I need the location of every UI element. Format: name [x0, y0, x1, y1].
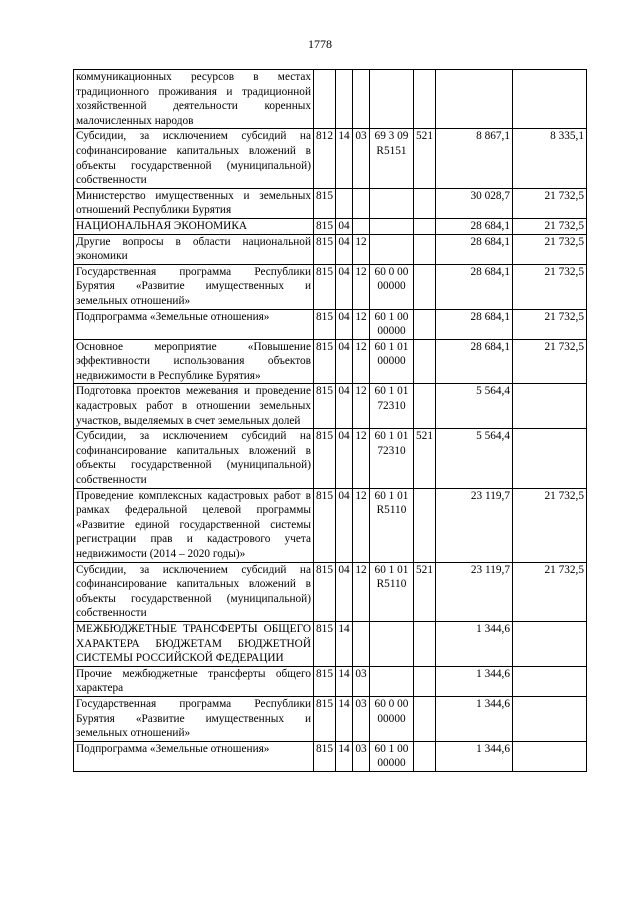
- subsection-code-cell: 12: [353, 384, 370, 429]
- table-row: [74, 234, 587, 264]
- amount-cell: 8 867,1: [436, 129, 513, 188]
- amount-cell: 1 344,6: [436, 666, 513, 696]
- section-code-cell: 04: [336, 309, 353, 339]
- ministry-code-cell: [314, 70, 336, 129]
- subsection-code-cell: [353, 70, 370, 129]
- subsection-code-cell: 03: [353, 666, 370, 696]
- amount-cell: 21 732,5: [513, 234, 587, 264]
- section-code-cell: 04: [336, 429, 353, 488]
- amount-cell: 5 564,4: [436, 429, 513, 488]
- ministry-code-cell: 815: [314, 218, 336, 234]
- expense-type-code-cell: [414, 264, 436, 309]
- target-article-code-cell: [370, 188, 414, 218]
- ministry-code-cell: 815: [314, 188, 336, 218]
- row-name-cell: Субсидии, за исключением субсидий на софинансирование капитальных вложений в объекты государственной (муниципальной) собственности: [74, 562, 314, 621]
- ministry-code-cell: 815: [314, 309, 336, 339]
- expense-type-code-cell: [414, 488, 436, 562]
- row-name-cell: Проведение комплексных кадастровых работ в рамках федеральной целевой программы «Развитие единой государственной системы регистрации прав и кадастрового учета недвижимости (2014 – 2020 годы)»: [74, 488, 314, 562]
- table-row: [74, 70, 587, 129]
- expense-type-code-cell: [414, 188, 436, 218]
- section-code-cell: 04: [336, 264, 353, 309]
- expense-type-code-cell: [414, 339, 436, 384]
- amount-cell: [436, 70, 513, 129]
- amount-cell: [513, 666, 587, 696]
- subsection-code-cell: 12: [353, 234, 370, 264]
- amount-cell: 21 732,5: [513, 488, 587, 562]
- subsection-code-cell: 12: [353, 309, 370, 339]
- target-article-code-cell: [370, 666, 414, 696]
- row-name-cell: Подпрограмма «Земельные отношения»: [74, 741, 314, 771]
- row-name-cell: коммуникационных ресурсов в местах традиционного проживания и традиционной хозяйственной деятельности коренных малочисленных народов: [74, 70, 314, 129]
- target-article-code-cell: [370, 621, 414, 666]
- expense-type-code-cell: [414, 384, 436, 429]
- amount-cell: 21 732,5: [513, 188, 587, 218]
- expense-type-code-cell: [414, 621, 436, 666]
- ministry-code-cell: 815: [314, 666, 336, 696]
- ministry-code-cell: 812: [314, 129, 336, 188]
- row-name-cell: Подпрограмма «Земельные отношения»: [74, 309, 314, 339]
- amount-cell: 23 119,7: [436, 562, 513, 621]
- target-article-code-cell: [370, 70, 414, 129]
- amount-cell: 28 684,1: [436, 339, 513, 384]
- amount-cell: 1 344,6: [436, 696, 513, 741]
- subsection-code-cell: 03: [353, 741, 370, 771]
- subsection-code-cell: 03: [353, 696, 370, 741]
- amount-cell: 21 732,5: [513, 339, 587, 384]
- target-article-code-cell: 60 1 01 72310: [370, 429, 414, 488]
- amount-cell: 1 344,6: [436, 621, 513, 666]
- section-code-cell: 14: [336, 621, 353, 666]
- target-article-code-cell: 60 1 01 R5110: [370, 488, 414, 562]
- amount-cell: 21 732,5: [513, 218, 587, 234]
- target-article-code-cell: 60 1 01 00000: [370, 339, 414, 384]
- table-row: [74, 562, 587, 621]
- ministry-code-cell: 815: [314, 741, 336, 771]
- amount-cell: [513, 696, 587, 741]
- row-name-cell: Основное мероприятие «Повышение эффективности использования объектов недвижимости в Республике Бурятия»: [74, 339, 314, 384]
- expense-type-code-cell: 521: [414, 429, 436, 488]
- amount-cell: 28 684,1: [436, 234, 513, 264]
- row-name-cell: Государственная программа Республики Бурятия «Развитие имущественных и земельных отношений»: [74, 696, 314, 741]
- expense-type-code-cell: [414, 70, 436, 129]
- ministry-code-cell: 815: [314, 562, 336, 621]
- row-name-cell: Подготовка проектов межевания и проведение кадастровых работ в отношении земельных участков, выделяемых в счет земельных долей: [74, 384, 314, 429]
- ministry-code-cell: 815: [314, 429, 336, 488]
- amount-cell: 30 028,7: [436, 188, 513, 218]
- table-row: [74, 339, 587, 384]
- amount-cell: [513, 621, 587, 666]
- row-name-cell: Прочие межбюджетные трансферты общего характера: [74, 666, 314, 696]
- table-row: [74, 696, 587, 741]
- subsection-code-cell: [353, 218, 370, 234]
- target-article-code-cell: 60 0 00 00000: [370, 696, 414, 741]
- expense-type-code-cell: [414, 741, 436, 771]
- amount-cell: [513, 741, 587, 771]
- amount-cell: 21 732,5: [513, 264, 587, 309]
- expense-type-code-cell: [414, 309, 436, 339]
- ministry-code-cell: 815: [314, 234, 336, 264]
- row-name-cell: Министерство имущественных и земельных отношений Республики Бурятия: [74, 188, 314, 218]
- row-name-cell: НАЦИОНАЛЬНАЯ ЭКОНОМИКА: [74, 218, 314, 234]
- amount-cell: 28 684,1: [436, 309, 513, 339]
- section-code-cell: [336, 70, 353, 129]
- table-row: [74, 741, 587, 771]
- amount-cell: 23 119,7: [436, 488, 513, 562]
- section-code-cell: [336, 188, 353, 218]
- expense-type-code-cell: [414, 696, 436, 741]
- expense-type-code-cell: [414, 234, 436, 264]
- amount-cell: 1 344,6: [436, 741, 513, 771]
- table-row: [74, 264, 587, 309]
- table-row: [74, 488, 587, 562]
- amount-cell: [513, 70, 587, 129]
- subsection-code-cell: [353, 188, 370, 218]
- expense-type-code-cell: [414, 218, 436, 234]
- section-code-cell: 14: [336, 741, 353, 771]
- subsection-code-cell: 12: [353, 562, 370, 621]
- table-row: [74, 621, 587, 666]
- section-code-cell: 04: [336, 488, 353, 562]
- amount-cell: 21 732,5: [513, 309, 587, 339]
- section-code-cell: 14: [336, 666, 353, 696]
- ministry-code-cell: 815: [314, 384, 336, 429]
- target-article-code-cell: 69 3 09 R5151: [370, 129, 414, 188]
- subsection-code-cell: [353, 621, 370, 666]
- subsection-code-cell: 12: [353, 264, 370, 309]
- row-name-cell: Государственная программа Республики Бурятия «Развитие имущественных и земельных отношений»: [74, 264, 314, 309]
- amount-cell: 28 684,1: [436, 264, 513, 309]
- row-name-cell: Субсидии, за исключением субсидий на софинансирование капитальных вложений в объекты государственной (муниципальной) собственности: [74, 129, 314, 188]
- row-name-cell: Другие вопросы в области национальной экономики: [74, 234, 314, 264]
- target-article-code-cell: [370, 218, 414, 234]
- section-code-cell: 04: [336, 234, 353, 264]
- subsection-code-cell: 12: [353, 488, 370, 562]
- target-article-code-cell: 60 1 01 72310: [370, 384, 414, 429]
- table-row: [74, 429, 587, 488]
- ministry-code-cell: 815: [314, 488, 336, 562]
- budget-table: [73, 69, 587, 772]
- target-article-code-cell: 60 1 01 R5110: [370, 562, 414, 621]
- expense-type-code-cell: 521: [414, 129, 436, 188]
- table-row: [74, 384, 587, 429]
- table-row: [74, 309, 587, 339]
- table-row: [74, 666, 587, 696]
- target-article-code-cell: 60 0 00 00000: [370, 264, 414, 309]
- amount-cell: [513, 384, 587, 429]
- section-code-cell: 14: [336, 696, 353, 741]
- subsection-code-cell: 03: [353, 129, 370, 188]
- section-code-cell: 04: [336, 384, 353, 429]
- row-name-cell: Субсидии, за исключением субсидий на софинансирование капитальных вложений в объекты государственной (муниципальной) собственности: [74, 429, 314, 488]
- row-name-cell: МЕЖБЮДЖЕТНЫЕ ТРАНСФЕРТЫ ОБЩЕГО ХАРАКТЕРА БЮДЖЕТАМ БЮДЖЕТНОЙ СИСТЕМЫ РОССИЙСКОЙ ФЕДЕРАЦИИ: [74, 621, 314, 666]
- table-row: [74, 129, 587, 188]
- section-code-cell: 04: [336, 218, 353, 234]
- table-row: [74, 188, 587, 218]
- section-code-cell: 14: [336, 129, 353, 188]
- amount-cell: 28 684,1: [436, 218, 513, 234]
- amount-cell: 5 564,4: [436, 384, 513, 429]
- ministry-code-cell: 815: [314, 339, 336, 384]
- ministry-code-cell: 815: [314, 264, 336, 309]
- section-code-cell: 04: [336, 562, 353, 621]
- subsection-code-cell: 12: [353, 429, 370, 488]
- target-article-code-cell: [370, 234, 414, 264]
- target-article-code-cell: 60 1 00 00000: [370, 309, 414, 339]
- expense-type-code-cell: [414, 666, 436, 696]
- section-code-cell: 04: [336, 339, 353, 384]
- target-article-code-cell: 60 1 00 00000: [370, 741, 414, 771]
- subsection-code-cell: 12: [353, 339, 370, 384]
- ministry-code-cell: 815: [314, 621, 336, 666]
- ministry-code-cell: 815: [314, 696, 336, 741]
- amount-cell: 21 732,5: [513, 562, 587, 621]
- page-number: 1778: [308, 37, 332, 51]
- table-row: [74, 218, 587, 234]
- expense-type-code-cell: 521: [414, 562, 436, 621]
- amount-cell: [513, 429, 587, 488]
- amount-cell: 8 335,1: [513, 129, 587, 188]
